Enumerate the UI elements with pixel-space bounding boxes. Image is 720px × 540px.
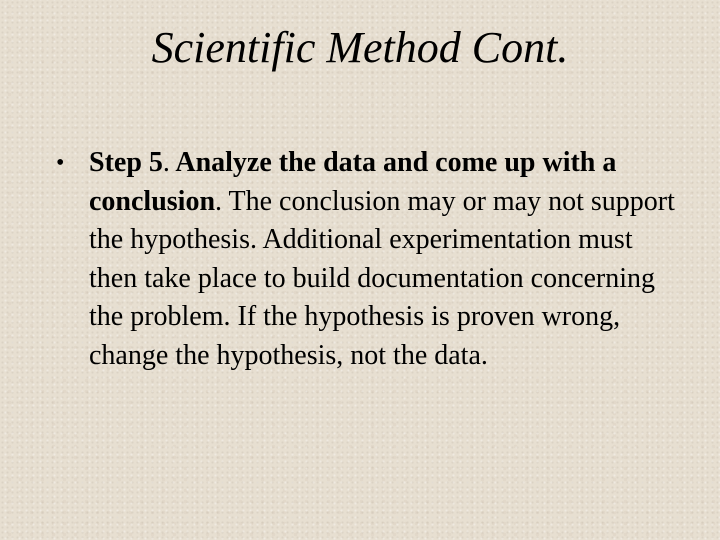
bullet-marker: • <box>56 150 65 176</box>
step-label-punct: . <box>162 147 170 178</box>
bullet-list <box>56 144 676 375</box>
step-heading-punct: . <box>215 185 223 217</box>
bullet-item-step-5 <box>56 144 676 375</box>
step-heading: Analyze the data and come up with a conclusion <box>89 147 617 217</box>
step-label: Step 5 <box>89 147 163 178</box>
step-body-text: The conclusion may or may not support the hypothesis. Additional experimentation must then take place to build documentation concerning the problem. If the hypothesis is proven wrong, change the hypothesis, not the data. <box>89 185 675 371</box>
slide-title: Scientific Method Cont. <box>151 23 569 72</box>
